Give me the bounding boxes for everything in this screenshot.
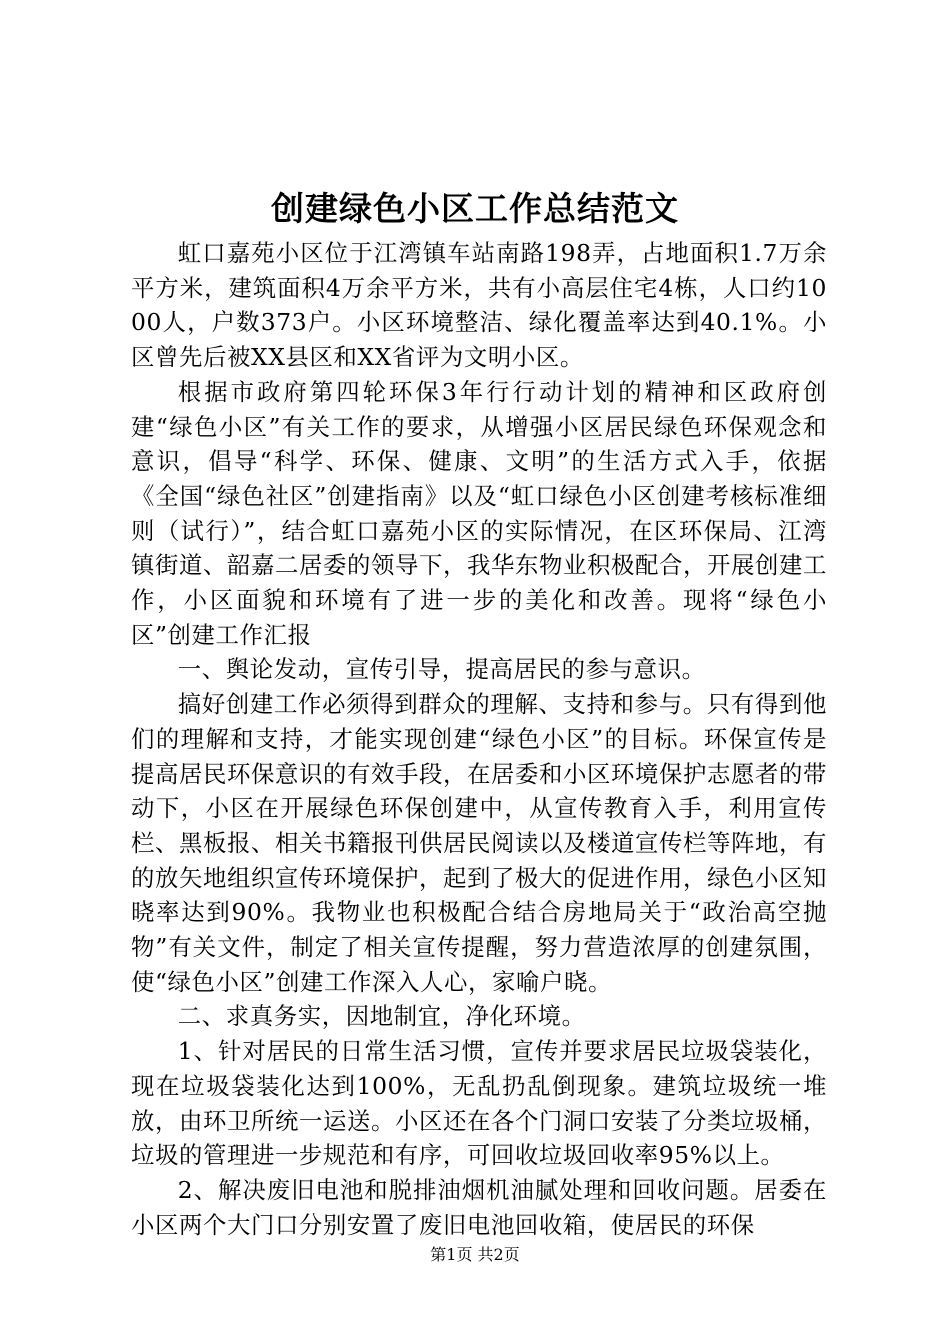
paragraph-item-1: 1、针对居民的日常生活习惯，宣传并要求居民垃圾袋装化，现在垃圾袋装化达到100%，无乱扔乱倒现象。建筑垃圾统一堆放，由环卫所统一运送。小区还在各个门洞口安装了分类垃圾桶，垃圾的管理进一步规范和有序，可回收垃圾回收率95%以上。 xyxy=(131,1037,827,1170)
paragraph-intro: 虹口嘉苑小区位于江湾镇车站南路198弄，占地面积1.7万余平方米，建筑面积4万余平方米，共有小高层住宅4栋，人口约1000人，户数373户。小区环境整洁、绿化覆盖率达到40.1%。小区曾先后被XX县区和XX省评为文明小区。 xyxy=(131,239,827,372)
section-heading-1: 一、舆论发动，宣传引导，提高居民的参与意识。 xyxy=(177,655,706,684)
page-footer: 第1页 共2页 xyxy=(430,1245,520,1264)
document-title: 创建绿色小区工作总结范文 xyxy=(271,189,679,228)
document-body xyxy=(131,236,827,1242)
paragraph-item-2: 2、解决废旧电池和脱排油烟机油腻处理和回收问题。居委在小区两个大门口分别安置了废旧电池回收箱，使居民的环保 xyxy=(131,1175,827,1239)
section-heading-2: 二、求真务实，因地制宜，净化环境。 xyxy=(177,1002,586,1031)
paragraph-publicity: 搞好创建工作必须得到群众的理解、支持和参与。只有得到他们的理解和支持，才能实现创建“绿色小区”的目标。环保宣传是提高居民环保意识的有效手段，在居委和小区环境保护志愿者的带动下，小区在开展绿色环保创建中，从宣传教育入手，利用宣传栏、黑板报、相关书籍报刊供居民阅读以及楼道宣传栏等阵地，有的放矢地组织宣传环境保护，起到了极大的促进作用，绿色小区知晓率达到90%。我物业也积极配合结合房地局关于“政治高空抛物”有关文件，制定了相关宣传提醒，努力营造浓厚的创建氛围，使“绿色小区”创建工作深入人心，家喻户晓。 xyxy=(131,690,827,996)
paragraph-background: 根据市政府第四轮环保3年行行动计划的精神和区政府创建“绿色小区”有关工作的要求，从增强小区居民绿色环保观念和意识，倡导“科学、环保、健康、文明”的生活方式入手，依据《全国“绿色社区”创建指南》以及“虹口绿色小区创建考核标准细则（试行）”，结合虹口嘉苑小区的实际情况，在区环保局、江湾镇街道、韶嘉二居委的领导下，我华东物业积极配合，开展创建工作，小区面貌和环境有了进一步的美化和改善。现将“绿色小区”创建工作汇报 xyxy=(131,377,827,649)
